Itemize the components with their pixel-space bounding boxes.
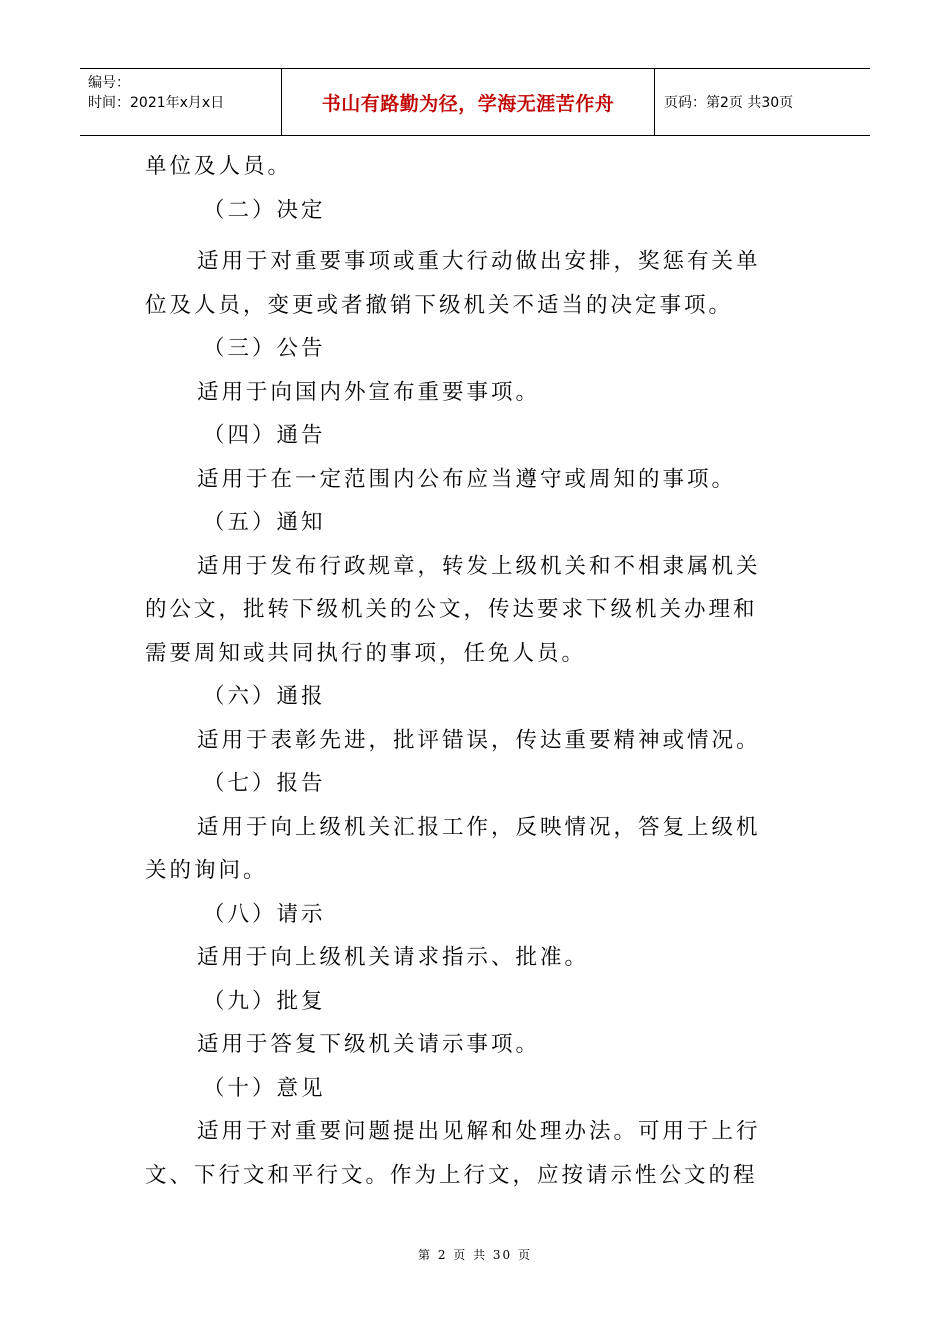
body-line: 单位及人员。 xyxy=(145,154,293,179)
body-line: 适用于向国内外宣布重要事项。 xyxy=(197,379,541,405)
section-heading: （八）请示 xyxy=(203,901,326,927)
section-heading: （二）决定 xyxy=(203,197,326,223)
body-line: 的公文，批转下级机关的公文，传达要求下级机关办理和 xyxy=(145,597,758,622)
body-line: 适用于表彰先进，批评错误，传达重要精神或情况。 xyxy=(197,727,761,753)
header-page-info: 页码：第2页 共30页 xyxy=(664,95,794,111)
body-line: 适用于答复下级机关请示事项。 xyxy=(197,1032,541,1057)
body-line: 适用于向上级机关请求指示、批准。 xyxy=(197,945,590,970)
page-footer: 第 2 页 共 30 页 xyxy=(418,1248,532,1262)
body-line: 适用于在一定范围内公布应当遵守或周知的事项。 xyxy=(197,466,737,492)
section-heading: （四）通告 xyxy=(203,423,326,448)
body-line: 适用于向上级机关汇报工作，反映情况，答复上级机 xyxy=(197,814,761,840)
body-line: 适用于发布行政规章，转发上级机关和不相隶属机关 xyxy=(197,553,761,579)
section-heading: （六）通报 xyxy=(203,684,326,709)
document-number-label: 编号： xyxy=(88,75,130,91)
section-heading: （五）通知 xyxy=(203,510,326,535)
header-motto: 书山有路勤为径，学海无涯苦作舟 xyxy=(282,69,655,135)
body-line: 需要周知或共同执行的事项，任免人员。 xyxy=(145,640,587,666)
document-time-label: 时间：2021年x月x日 xyxy=(88,95,225,111)
section-heading: （九）批复 xyxy=(203,988,326,1014)
section-heading: （七）报告 xyxy=(203,771,326,796)
body-line: 位及人员，变更或者撤销下级机关不适当的决定事项。 xyxy=(145,292,734,318)
page-header xyxy=(80,68,870,136)
header-meta xyxy=(80,69,282,135)
body-line: 适用于对重要事项或重大行动做出安排，奖惩有关单 xyxy=(197,249,761,274)
body-line: 关的询问。 xyxy=(145,858,268,883)
section-heading: （十）意见 xyxy=(203,1075,326,1101)
body-line: 文、下行文和平行文。作为上行文，应按请示性公文的程 xyxy=(145,1162,758,1188)
body-line: 适用于对重要问题提出见解和处理办法。可用于上行 xyxy=(197,1119,761,1144)
section-heading: （三）公告 xyxy=(203,336,326,361)
